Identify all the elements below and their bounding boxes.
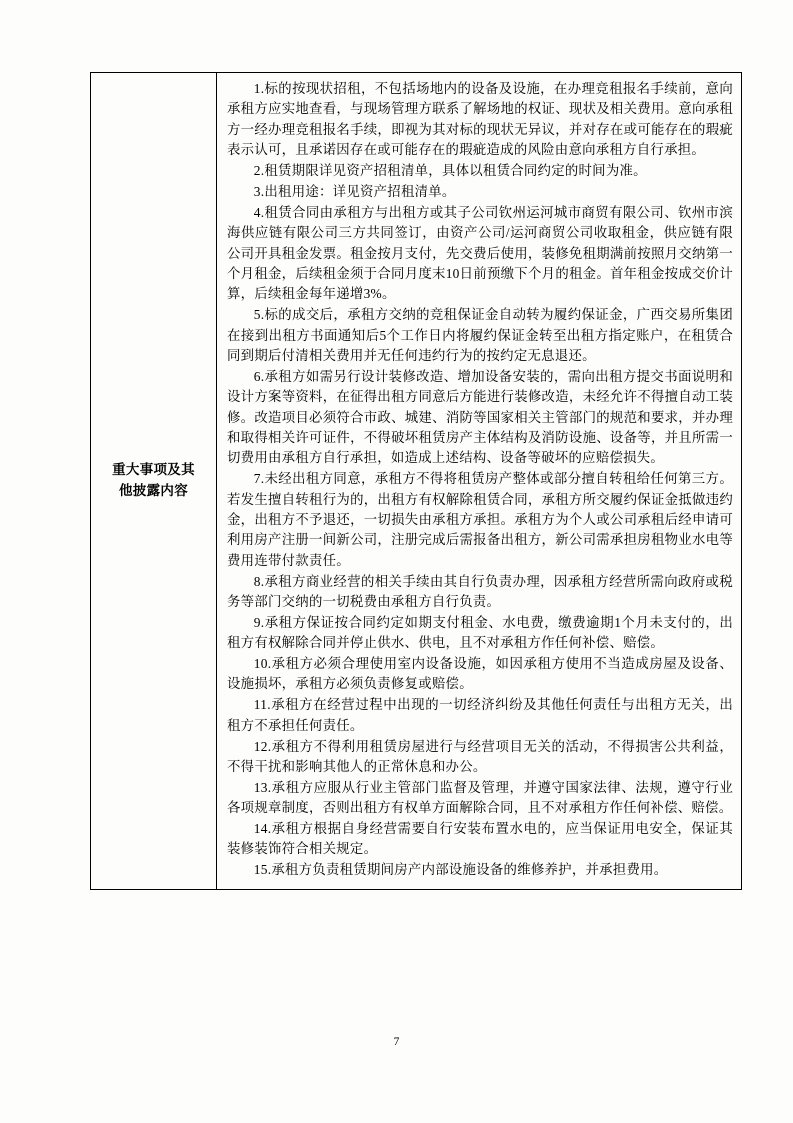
clause-item: 2.租赁期限详见资产招租清单，具体以租赁合同约定的时间为准。 [253,163,647,178]
disclosure-table [90,72,742,890]
clause-item: 7.未经出租方同意，承租方不得将租赁房产整体或部分擅自转租给任何第三方。若发生擅自转租行为的，出租方有权解除租赁合同，承租方所交履约保证金抵做违约金，出租方不予退还，一切损失由承租方承担。承租方为个人或公司承租后经申请可利用房产注册一间新公司，注册完成后需报备出租方，新公司需承担房租物业水电等费用连带付款责任。 [227,471,733,568]
clause-item: 8.承租方商业经营的相关手续由其自行负责办理，因承租方经营所需向政府或税务等部门交纳的一切税费由承租方自行负责。 [227,573,733,609]
clause-item: 3.出租用途：详见资产招租清单。 [253,183,456,199]
row-label-line-1: 重大事项及其 [112,462,195,478]
clause-item: 12.承租方不得利用租赁房屋进行与经营项目无关的活动，不得损害公共利益，不得干扰和影响其他人的正常休息和办公。 [227,738,733,774]
page-number: 7 [393,1036,400,1048]
clause-item: 13.承租方应服从行业主管部门监督及管理，并遵守国家法律、法规，遵守行业各项规章制度，否则出租方有权单方面解除合同，且不对承租方作任何补偿、赔偿。 [227,779,733,816]
row-label-major-matters [91,73,217,890]
table-row [91,73,742,890]
clause-item: 4.租赁合同由承租方与出租方或其子公司钦州运河城市商贸有限公司、钦州市滨海供应链有限公司三方共同签订，由资产公司/运河商贸公司收取租金，供应链有限公司开具租金发票。租金按月支付，先交费后使用，装修免租期满前按照月交纳第一个月租金，后续租金须于合同月度末10日前预缴下个月的租金。首年租金按成交价计算，后续租金每年递增3%。 [227,204,733,302]
clause-item: 14.承租方根据自身经营需要自行安装布置水电的，应当保证用电安全，保证其装修装饰符合相关规定。 [227,821,733,857]
clause-item: 1.标的按现状招租，不包括场地内的设备及设施，在办理竞租报名手续前，意向承租方应实地查看，与现场管理方联系了解场地的权证、现状及相关费用。意向承租方一经办理竞租报名手续，即视为其对标的现状无异议，并对存在或可能存在的瑕疵表示认可，且承诺因存在或可能存在的瑕疵造成的风险由意向承租方自行承担。 [227,81,733,158]
clause-item: 9.承租方保证按合同约定如期支付租金、水电费，缴费逾期1个月未支付的，出租方有权解除合同并停止供水、供电，且不对承租方作任何补偿、赔偿。 [227,614,733,651]
clause-item: 11.承租方在经营过程中出现的一切经济纠纷及其他任何责任与出租方无关，出租方不承担任何责任。 [227,697,733,733]
clause-item: 15.承租方负责租赁期间房产内部设施设备的维修养护，并承担费用。 [253,862,668,878]
clause-item: 5.标的成交后，承租方交纳的竞租保证金自动转为履约保证金，广西交易所集团在接到出租方书面通知后5个工作日内将履约保证金转至出租方指定账户，在租赁合同到期后付清相关费用并无任何违约行为的按约定无息退还。 [227,307,733,363]
clause-item: 6.承租方如需另行设计装修改造、增加设备安装的，需向出租方提交书面说明和设计方案等资料，在征得出租方同意后方能进行装修改造，未经允许不得擅自动工装修。改造项目必须符合市政、城建、消防等国家相关主管部门的规范和要求，并办理和取得相关许可证件，不得破坏租赁房产主体结构及消防设施、设备等，并且所需一切费用由承租方自行承担，如造成上述结构、设备等破坏的应赔偿损失。 [227,368,733,466]
row-label-line-2: 他披露内容 [119,483,188,499]
clause-item: 10.承租方必须合理使用室内设备设施，如因承租方使用不当造成房屋及设备、设施损坏，承租方必须负责修复或赔偿。 [227,656,733,692]
row-content-major-matters [217,73,742,890]
